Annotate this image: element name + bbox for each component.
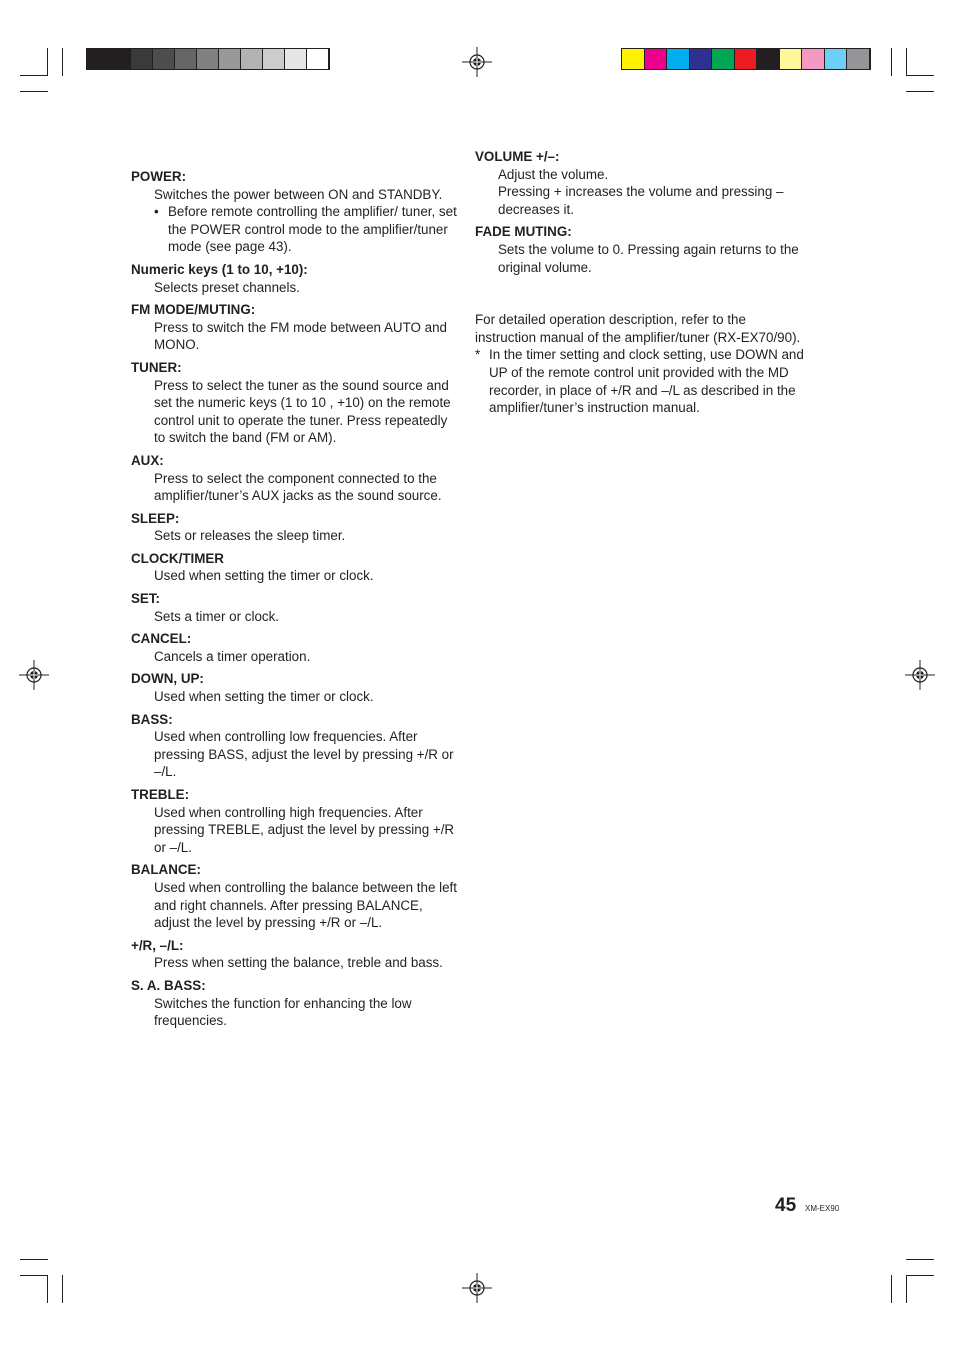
gray-swatch-4 — [153, 49, 175, 69]
desc-tuner: Press to select the tuner as the sound source and set the numeric keys (1 to 10 , +10) on the remote control unit to operate the tuner. Press repeatedly to switch the band (FM or AM). — [154, 377, 451, 446]
color-swatch-11 — [847, 49, 870, 69]
term-volume: VOLUME +/–: — [475, 149, 560, 164]
bullet-power-note — [154, 203, 461, 256]
color-swatch-9 — [802, 49, 825, 69]
desc-volume-2: Pressing + increases the volume and pressing – decreases it. — [498, 184, 784, 217]
page-number: 45 — [775, 1195, 797, 1216]
term-set: SET: — [131, 591, 161, 607]
color-swatch-3 — [667, 49, 690, 69]
gray-swatch-7 — [219, 49, 241, 69]
term-numeric-keys: Numeric keys (1 to 10, +10): — [131, 261, 308, 277]
term-cancel: CANCEL: — [131, 631, 192, 647]
right-column — [475, 148, 805, 417]
asterisk-mark: * — [475, 347, 481, 363]
term-power: POWER: — [131, 169, 187, 184]
term-sa-bass: S. A. BASS: — [131, 977, 206, 993]
desc-cancel: Cancels a timer operation. — [154, 648, 311, 664]
term-fm-mode-muting: FM MODE/MUTING: — [131, 302, 256, 318]
term-aux: AUX: — [131, 452, 164, 468]
desc-fm-mode-muting: Press to switch the FM mode between AUTO and MONO. — [154, 319, 447, 353]
desc-sa-bass: Switches the function for enhancing the low frequencies. — [154, 995, 412, 1029]
gray-swatch-9 — [263, 49, 285, 69]
registration-mark-icon — [905, 660, 935, 690]
color-swatch-2 — [645, 49, 668, 69]
desc-power: Switches the power between ON and STANDBY. — [154, 186, 443, 202]
color-swatch-10 — [825, 49, 848, 69]
left-column — [131, 168, 461, 1030]
timer-footnote-text: In the timer setting and clock setting, use DOWN and UP of the remote control unit provided with the MD recorder, in place of +/R and –/L as described in the amplifier/tuner’s instruction manual. — [489, 347, 804, 416]
gray-swatch-8 — [241, 49, 263, 69]
gray-swatch-1 — [87, 49, 109, 69]
desc-treble: Used when controlling high frequencies. After pressing TREBLE, adjust the level by pressing +/R or –/L. — [154, 804, 455, 855]
registration-mark-icon — [462, 1273, 492, 1303]
gray-swatch-5 — [175, 49, 197, 69]
term-balance: BALANCE: — [131, 862, 201, 878]
desc-balance: Used when controlling the balance between the left and right channels. After pressing BALANCE, adjust the level by pressing +/R or –/L. — [154, 879, 457, 931]
desc-set: Sets a timer or clock. — [154, 608, 280, 624]
color-swatch-6 — [735, 49, 758, 69]
term-treble: TREBLE: — [131, 787, 190, 802]
gray-swatch-3 — [131, 49, 153, 69]
desc-bass: Used when controlling low frequencies. After pressing BASS, adjust the level by pressing +/R or –/L. — [154, 729, 454, 780]
gray-swatch-10 — [285, 49, 307, 69]
gray-swatch-6 — [197, 49, 219, 69]
color-calibration-strip — [621, 48, 871, 70]
desc-numeric-keys: Selects preset channels. — [154, 279, 300, 295]
term-bass: BASS: — [131, 711, 173, 727]
desc-fade-muting: Sets the volume to 0. Pressing again returns to the original volume. — [498, 241, 799, 275]
term-sleep: SLEEP: — [131, 510, 180, 526]
desc-aux: Press to select the component connected to the amplifier/tuner’s AUX jacks as the sound source. — [154, 470, 442, 504]
color-swatch-7 — [757, 49, 780, 69]
term-plus-r-minus-l: +/R, –/L: — [131, 937, 184, 953]
term-tuner: TUNER: — [131, 359, 182, 375]
bullet-icon: • — [154, 204, 159, 220]
reference-note: For detailed operation description, refer to the instruction manual of the amplifier/tuner (RX-EX70/90). — [475, 312, 801, 345]
registration-mark-icon — [19, 660, 49, 690]
color-swatch-4 — [690, 49, 713, 69]
gray-swatch-11 — [307, 49, 329, 69]
desc-down-up: Used when setting the timer or clock. — [154, 689, 374, 705]
term-down-up: DOWN, UP: — [131, 671, 204, 687]
color-swatch-5 — [712, 49, 735, 69]
bullet-power-text: Before remote controlling the amplifier/ tuner, set the POWER control mode to the amplifier/tuner mode (see page 43). — [168, 204, 457, 255]
desc-clock-timer: Used when setting the timer or clock. — [154, 568, 374, 584]
registration-mark-icon — [462, 47, 492, 77]
color-swatch-8 — [780, 49, 803, 69]
term-clock-timer: CLOCK/TIMER — [131, 550, 224, 566]
desc-sleep: Sets or releases the sleep timer. — [154, 528, 346, 544]
color-swatch-1 — [622, 49, 645, 69]
timer-footnote — [475, 346, 805, 416]
desc-plus-r-minus-l: Press when setting the balance, treble and bass. — [154, 955, 443, 971]
model-number: XM-EX90 — [805, 1204, 840, 1213]
desc-volume-1: Adjust the volume. — [498, 166, 609, 182]
gray-swatch-2 — [109, 49, 131, 69]
grayscale-calibration-strip — [86, 48, 330, 70]
term-fade-muting: FADE MUTING: — [475, 224, 572, 240]
